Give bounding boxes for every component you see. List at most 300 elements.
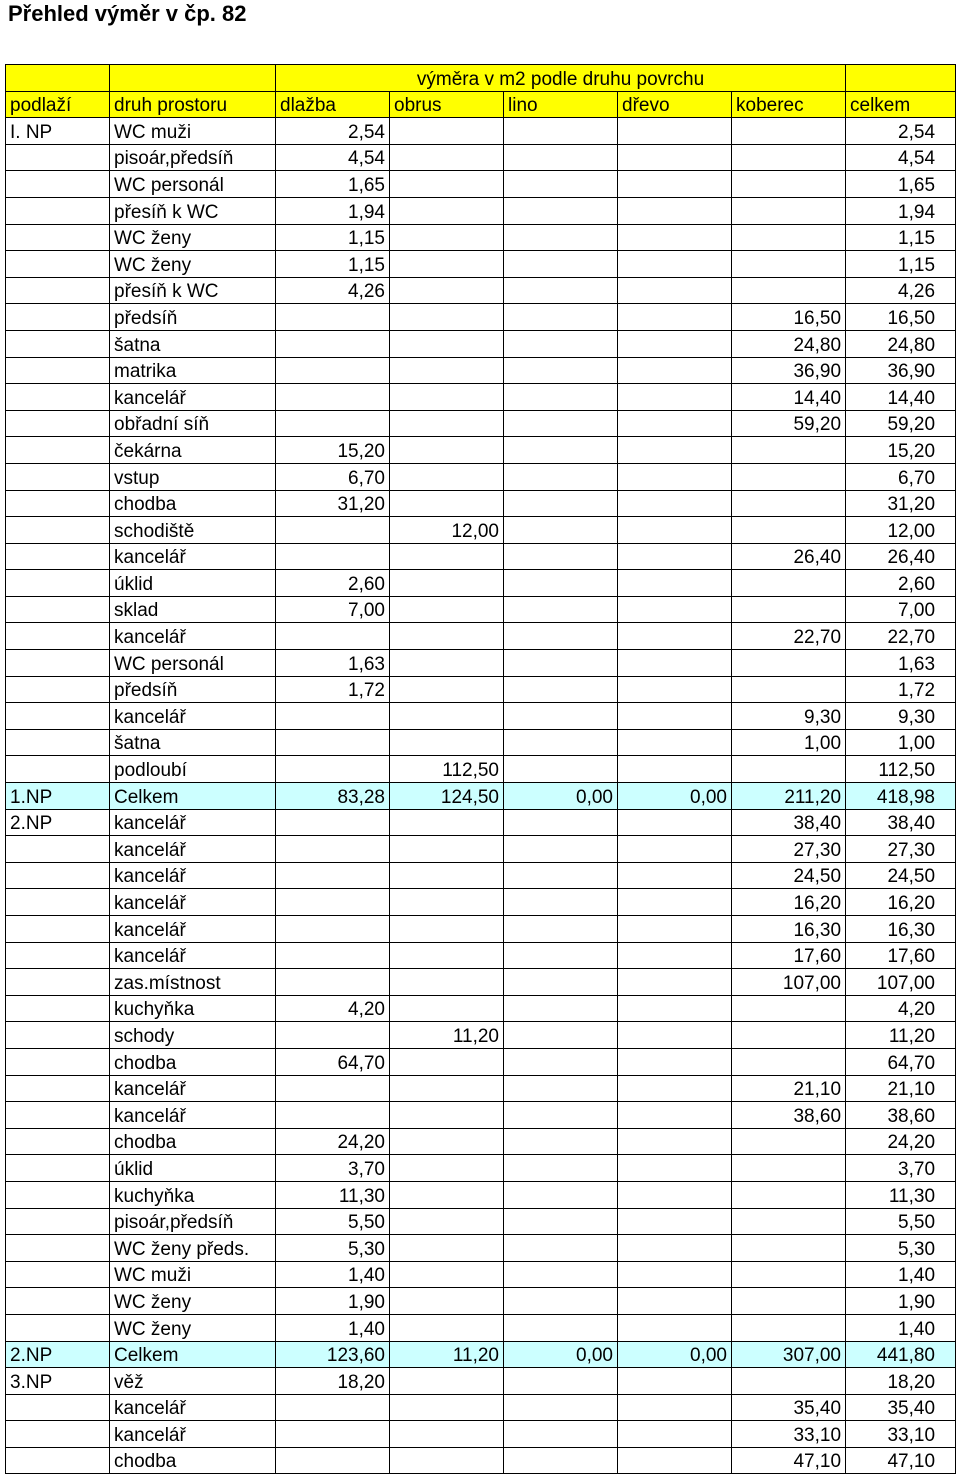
lino-cell [504,304,618,331]
carpet-cell [732,437,846,464]
column-header-row [6,91,956,118]
table-row [6,809,956,836]
floor-cell [6,756,110,783]
room-type-cell: chodba [110,1048,276,1075]
total-cell: 24,50 [846,862,956,889]
cloth-cell [390,251,504,278]
carpet-cell: 33,10 [732,1421,846,1448]
floor-cell [6,330,110,357]
tiles-cell [276,862,390,889]
lino-cell [504,1155,618,1182]
carpet-cell: 24,80 [732,330,846,357]
tiles-cell: 1,65 [276,171,390,198]
lino-cell [504,703,618,730]
floor-cell [6,490,110,517]
cloth-cell [390,171,504,198]
table-row [6,1421,956,1448]
column-header-tiles: dlažba [276,91,390,118]
total-cell: 1,72 [846,676,956,703]
wood-cell [618,570,732,597]
carpet-cell [732,490,846,517]
table-row [6,995,956,1022]
table-row [6,1128,956,1155]
total-cell: 18,20 [846,1368,956,1395]
carpet-cell [732,1288,846,1315]
wood-cell [618,836,732,863]
room-type-cell: schody [110,1022,276,1049]
tiles-cell [276,756,390,783]
cloth-cell [390,384,504,411]
tiles-cell [276,384,390,411]
floor-cell [6,703,110,730]
wood-cell [618,1421,732,1448]
wood-cell [618,1208,732,1235]
cloth-cell [390,144,504,171]
wood-cell [618,304,732,331]
wood-cell [618,916,732,943]
floor-cell [6,463,110,490]
floor-cell: 2.NP [6,1341,110,1368]
lino-cell [504,942,618,969]
tiles-cell: 1,94 [276,197,390,224]
lino-cell [504,1075,618,1102]
column-header-cloth: obrus [390,91,504,118]
tiles-cell: 11,30 [276,1181,390,1208]
table-row [6,942,956,969]
tiles-cell [276,1421,390,1448]
carpet-cell: 307,00 [732,1341,846,1368]
floor-cell [6,1235,110,1262]
total-cell: 4,26 [846,277,956,304]
table-row [6,703,956,730]
lino-cell [504,277,618,304]
floor-cell: 3.NP [6,1368,110,1395]
lino-cell [504,490,618,517]
room-type-cell: kancelář [110,809,276,836]
cloth-cell [390,1368,504,1395]
wood-cell [618,729,732,756]
wood-cell [618,862,732,889]
cloth-cell [390,1235,504,1262]
tiles-cell: 24,20 [276,1128,390,1155]
table-row [6,596,956,623]
lino-cell: 0,00 [504,783,618,810]
lino-cell [504,729,618,756]
floor-cell [6,916,110,943]
cloth-cell [390,1102,504,1129]
lino-cell [504,197,618,224]
cloth-cell: 124,50 [390,783,504,810]
lino-cell [504,862,618,889]
table-row [6,277,956,304]
total-cell: 47,10 [846,1447,956,1474]
carpet-cell: 107,00 [732,969,846,996]
tiles-cell [276,410,390,437]
carpet-cell [732,1314,846,1341]
wood-cell [618,1128,732,1155]
total-cell: 7,00 [846,596,956,623]
wood-cell [618,1447,732,1474]
lino-cell [504,118,618,145]
header-blank-cell [6,65,110,92]
total-cell: 5,50 [846,1208,956,1235]
table-row [6,118,956,145]
floor-cell [6,251,110,278]
room-type-cell: kancelář [110,1102,276,1129]
floor-cell: 2.NP [6,809,110,836]
carpet-cell [732,224,846,251]
total-cell: 2,60 [846,570,956,597]
table-row [6,836,956,863]
column-header-carpet: koberec [732,91,846,118]
wood-cell [618,410,732,437]
floor-cell [6,437,110,464]
carpet-cell [732,251,846,278]
wood-cell [618,1181,732,1208]
tiles-cell: 1,40 [276,1261,390,1288]
column-header-room-type: druh prostoru [110,91,276,118]
lino-cell [504,1288,618,1315]
room-type-cell: WC ženy [110,1288,276,1315]
cloth-cell [390,197,504,224]
cloth-cell: 11,20 [390,1022,504,1049]
cloth-cell [390,1208,504,1235]
total-cell: 24,20 [846,1128,956,1155]
cloth-cell [390,1048,504,1075]
floor-cell [6,1288,110,1315]
lino-cell [504,437,618,464]
table-row [6,144,956,171]
wood-cell [618,197,732,224]
carpet-cell [732,596,846,623]
floor-cell [6,357,110,384]
carpet-cell: 16,30 [732,916,846,943]
wood-cell: 0,00 [618,1341,732,1368]
total-cell: 3,70 [846,1155,956,1182]
floor-cell [6,942,110,969]
floor-cell [6,304,110,331]
lino-cell [504,1394,618,1421]
wood-cell [618,809,732,836]
total-cell: 38,40 [846,809,956,836]
tiles-cell [276,1447,390,1474]
tiles-cell: 15,20 [276,437,390,464]
room-type-cell: věž [110,1368,276,1395]
carpet-cell: 38,60 [732,1102,846,1129]
carpet-cell [732,277,846,304]
tiles-cell: 31,20 [276,490,390,517]
lino-cell [504,463,618,490]
room-type-cell: kancelář [110,916,276,943]
floor-cell [6,1022,110,1049]
cloth-cell [390,463,504,490]
carpet-cell [732,171,846,198]
table-row [6,1181,956,1208]
room-type-cell: Celkem [110,783,276,810]
room-type-cell: WC ženy [110,251,276,278]
tiles-cell [276,357,390,384]
total-cell: 112,50 [846,756,956,783]
lino-cell [504,251,618,278]
tiles-cell: 2,60 [276,570,390,597]
floor-cell [6,543,110,570]
wood-cell [618,277,732,304]
room-type-cell: přesíň k WC [110,277,276,304]
table-row [6,490,956,517]
table-row [6,889,956,916]
floor-total-row [6,1341,956,1368]
total-cell: 26,40 [846,543,956,570]
carpet-cell [732,144,846,171]
wood-cell [618,1314,732,1341]
room-type-cell: WC ženy [110,1314,276,1341]
lino-cell [504,889,618,916]
floor-cell [6,1155,110,1182]
lino-cell: 0,00 [504,1341,618,1368]
floor-cell [6,384,110,411]
wood-cell [618,623,732,650]
lino-cell [504,676,618,703]
cloth-cell [390,330,504,357]
cloth-cell [390,357,504,384]
tiles-cell [276,729,390,756]
room-type-cell: chodba [110,1128,276,1155]
table-row [6,171,956,198]
table-row [6,463,956,490]
table-row [6,437,956,464]
lino-cell [504,410,618,437]
floor-cell: 1.NP [6,783,110,810]
lino-cell [504,650,618,677]
carpet-cell [732,1181,846,1208]
total-cell: 12,00 [846,517,956,544]
cloth-cell [390,703,504,730]
column-header-wood: dřevo [618,91,732,118]
tiles-cell: 1,63 [276,650,390,677]
tiles-cell: 4,54 [276,144,390,171]
table-row [6,650,956,677]
floor-cell [6,889,110,916]
table-row [6,1155,956,1182]
column-header-floor: podlaží [6,91,110,118]
tiles-cell [276,1022,390,1049]
total-cell: 1,15 [846,224,956,251]
cloth-cell [390,118,504,145]
wood-cell [618,676,732,703]
lino-cell [504,1181,618,1208]
room-type-cell: přesíň k WC [110,197,276,224]
room-type-cell: Celkem [110,1341,276,1368]
tiles-cell: 3,70 [276,1155,390,1182]
tiles-cell [276,916,390,943]
carpet-cell [732,570,846,597]
tiles-cell: 2,54 [276,118,390,145]
lino-cell [504,916,618,943]
tiles-cell: 1,72 [276,676,390,703]
wood-cell [618,224,732,251]
total-cell: 14,40 [846,384,956,411]
carpet-cell: 17,60 [732,942,846,969]
tiles-cell [276,1394,390,1421]
carpet-cell [732,1048,846,1075]
total-cell: 31,20 [846,490,956,517]
carpet-cell: 211,20 [732,783,846,810]
room-type-cell: chodba [110,1447,276,1474]
carpet-cell [732,1368,846,1395]
wood-cell [618,703,732,730]
cloth-cell [390,916,504,943]
lino-cell [504,1368,618,1395]
total-cell: 16,20 [846,889,956,916]
floor-cell [6,144,110,171]
total-cell: 1,40 [846,1314,956,1341]
carpet-cell [732,1235,846,1262]
cloth-cell [390,1394,504,1421]
total-cell: 11,20 [846,1022,956,1049]
table-row [6,251,956,278]
room-type-cell: pisoár,předsíň [110,1208,276,1235]
carpet-cell [732,995,846,1022]
lino-cell [504,224,618,251]
carpet-cell: 14,40 [732,384,846,411]
tiles-cell [276,703,390,730]
cloth-cell [390,437,504,464]
tiles-cell: 4,20 [276,995,390,1022]
total-cell: 1,65 [846,171,956,198]
room-type-cell: kancelář [110,862,276,889]
carpet-cell: 22,70 [732,623,846,650]
carpet-cell [732,1022,846,1049]
total-cell: 11,30 [846,1181,956,1208]
tiles-cell: 7,00 [276,596,390,623]
wood-cell: 0,00 [618,783,732,810]
floor-cell [6,224,110,251]
floor-cell [6,623,110,650]
table-row [6,330,956,357]
cloth-cell [390,596,504,623]
lino-cell [504,384,618,411]
table-row [6,570,956,597]
header-blank-cell [110,65,276,92]
tiles-cell: 83,28 [276,783,390,810]
floor-cell [6,570,110,597]
cloth-cell [390,1288,504,1315]
floor-cell [6,862,110,889]
lino-cell [504,836,618,863]
carpet-cell: 47,10 [732,1447,846,1474]
cloth-cell [390,1261,504,1288]
cloth-cell [390,942,504,969]
floor-cell [6,969,110,996]
cloth-cell [390,1314,504,1341]
carpet-cell [732,118,846,145]
cloth-cell [390,1447,504,1474]
table-row [6,1075,956,1102]
cloth-cell [390,650,504,677]
room-type-cell: úklid [110,1155,276,1182]
room-type-cell: vstup [110,463,276,490]
floor-cell [6,596,110,623]
floor-cell [6,1075,110,1102]
wood-cell [618,330,732,357]
carpet-cell: 21,10 [732,1075,846,1102]
cloth-cell [390,304,504,331]
total-cell: 4,20 [846,995,956,1022]
tiles-cell: 4,26 [276,277,390,304]
carpet-cell: 16,20 [732,889,846,916]
lino-cell [504,1102,618,1129]
room-type-cell: WC muži [110,1261,276,1288]
lino-cell [504,543,618,570]
total-cell: 1,40 [846,1261,956,1288]
lino-cell [504,357,618,384]
floor-cell [6,1208,110,1235]
carpet-cell [732,650,846,677]
table-row [6,729,956,756]
room-type-cell: kancelář [110,703,276,730]
room-type-cell: šatna [110,729,276,756]
lino-cell [504,1261,618,1288]
tiles-cell: 1,40 [276,1314,390,1341]
carpet-cell: 24,50 [732,862,846,889]
carpet-cell [732,463,846,490]
room-type-cell: WC muži [110,118,276,145]
room-type-cell: kuchyňka [110,995,276,1022]
carpet-cell [732,197,846,224]
table-row [6,969,956,996]
room-type-cell: podloubí [110,756,276,783]
wood-cell [618,969,732,996]
wood-cell [618,543,732,570]
tiles-cell [276,543,390,570]
carpet-cell [732,1128,846,1155]
room-type-cell: kancelář [110,942,276,969]
table-row [6,623,956,650]
cloth-cell [390,277,504,304]
cloth-cell [390,1075,504,1102]
column-header-total: celkem [846,91,956,118]
wood-cell [618,1102,732,1129]
carpet-cell [732,1208,846,1235]
wood-cell [618,490,732,517]
total-cell: 35,40 [846,1394,956,1421]
lino-cell [504,171,618,198]
table-row [6,1288,956,1315]
total-cell: 64,70 [846,1048,956,1075]
table-row [6,1394,956,1421]
total-cell: 1,90 [846,1288,956,1315]
lino-cell [504,330,618,357]
floor-cell [6,1421,110,1448]
table-row [6,517,956,544]
table-row [6,1022,956,1049]
total-cell: 36,90 [846,357,956,384]
wood-cell [618,1288,732,1315]
total-cell: 15,20 [846,437,956,464]
total-cell: 6,70 [846,463,956,490]
room-type-cell: kancelář [110,889,276,916]
carpet-cell [732,1261,846,1288]
floor-cell [6,197,110,224]
total-cell: 1,94 [846,197,956,224]
carpet-cell [732,676,846,703]
total-cell: 27,30 [846,836,956,863]
room-type-cell: předsíň [110,676,276,703]
lino-cell [504,1447,618,1474]
floor-total-row [6,783,956,810]
cloth-cell [390,889,504,916]
total-cell: 38,60 [846,1102,956,1129]
